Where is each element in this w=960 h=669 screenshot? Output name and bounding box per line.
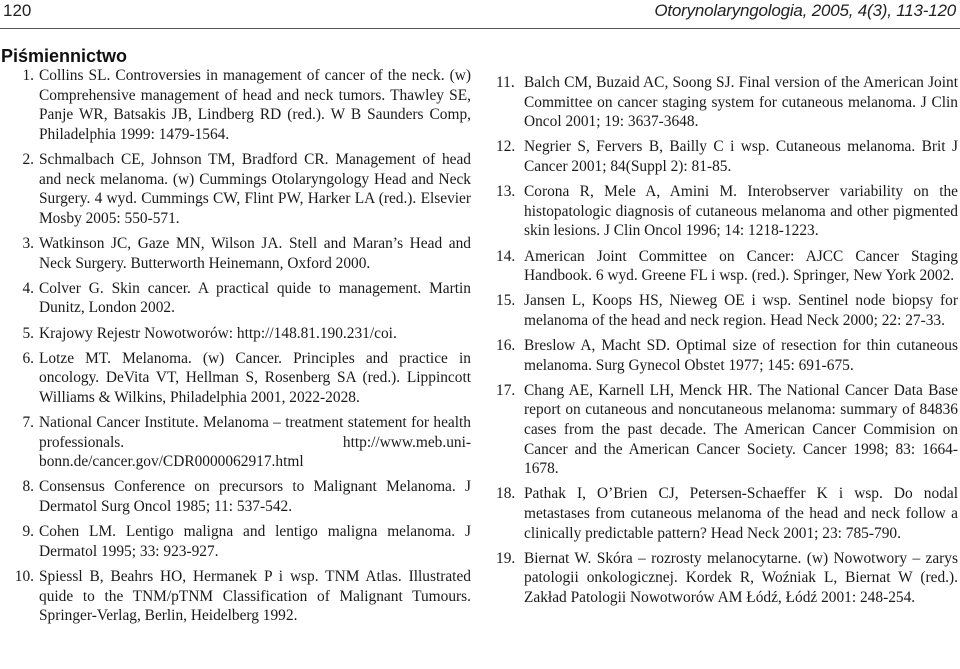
- reference-number: 17.: [496, 381, 516, 399]
- reference-text: Colver G. Skin cancer. A practical quide to management. Martin Dunitz, London 2002.: [39, 279, 471, 317]
- reference-text: Schmalbach CE, Johnson TM, Bradford CR. Management of head and neck melanoma. (w) Cummings Otolaryngology Head and Neck Surgery. 4 wyd. Cummings CW, Flint PW, Harker LA (red.). Elsevier Mosby 2005: 550-571.: [39, 150, 471, 227]
- reference-number: 15.: [496, 292, 516, 310]
- reference-number: 6.: [22, 349, 34, 367]
- reference-number: 4.: [22, 279, 34, 297]
- reference-text: Corona R, Mele A, Amini M. Interobserver variability on the histopatologic diagnosis of cutaneous melanoma and other pigmented skin lesions. J Clin Oncol 1996; 14: 1218-1223.: [524, 183, 958, 240]
- reference-text: Negrier S, Fervers B, Bailly C i wsp. Cutaneous melanoma. Brit J Cancer 2001; 84(Suppl 2): 81-85.: [524, 138, 958, 175]
- reference-number: 8.: [22, 478, 34, 496]
- reference-item: [9, 150, 471, 228]
- page-number: 120: [3, 1, 32, 20]
- reference-item: [496, 336, 958, 375]
- reference-number: 11.: [496, 74, 515, 91]
- reference-text: American Joint Committee on Cancer: AJCC Cancer Staging Handbook. 6 wyd. Greene FL i wsp. (red.). Springer, New York 2002.: [524, 247, 958, 285]
- reference-number: 18.: [496, 485, 516, 503]
- reference-text: Spiessl B, Beahrs HO, Hermanek P i wsp. TNM Atlas. Illustrated quide to the TNM/pTNM Classification of Malignant Tumours. Springer-Verlag, Berlin, Heidelberg 1992.: [39, 568, 471, 625]
- reference-text: Balch CM, Buzaid AC, Soong SJ. Final version of the American Joint Committee on cancer staging system for cutaneous melanoma. J Clin Oncol 2001; 19: 3637-3648.: [524, 74, 958, 131]
- reference-text: Breslow A, Macht SD. Optimal size of resection for thin cutaneous melanoma. Surg Gynecol Obstet 1977; 145: 691-675.: [524, 337, 958, 374]
- reference-item: [496, 247, 958, 286]
- reference-item: [496, 484, 958, 543]
- reference-number: 13.: [496, 183, 516, 201]
- reference-item: [9, 324, 471, 344]
- reference-number: 12.: [496, 138, 516, 156]
- reference-item: [9, 477, 471, 516]
- reference-item: [9, 279, 471, 318]
- reference-text: Krajowy Rejestr Nowotworów: http://148.81.190.231/coi.: [39, 324, 397, 342]
- references-right-column: [496, 73, 958, 613]
- reference-number: 2.: [22, 150, 34, 168]
- reference-number: 16.: [496, 337, 516, 355]
- reference-item: [9, 234, 471, 273]
- reference-item: [9, 522, 471, 561]
- reference-number: 9.: [22, 523, 34, 541]
- reference-number: 14.: [496, 247, 516, 265]
- reference-item: [9, 66, 471, 144]
- reference-item: [496, 137, 958, 176]
- reference-item: [496, 291, 958, 330]
- reference-text: Chang AE, Karnell LH, Menck HR. The National Cancer Data Base report on cutaneous and noncutaneous melanoma: summary of 84836 cases from the past decade. The American Cancer Commision on Cancer and the American Cancer Society. Cancer 1998; 83: 1664-1678.: [524, 381, 958, 478]
- reference-item: [496, 549, 958, 608]
- reference-item: [9, 567, 471, 626]
- reference-number: 19.: [496, 549, 516, 567]
- reference-number: 3.: [22, 234, 34, 252]
- reference-item: [496, 381, 958, 479]
- reference-text: Lotze MT. Melanoma. (w) Cancer. Principles and practice in oncology. DeVita VT, Hellman S, Rosenberg SA (red.). Lippincott Williams & Wilkins, Philadelphia 2001, 2022-2028.: [39, 349, 471, 406]
- reference-text: Pathak I, O’Brien CJ, Petersen-Schaeffer K i wsp. Do nodal metastases from cutaneous melanoma of the head and neck follow a clinically predictable pattern? Head Neck 2001; 23: 785-790.: [524, 485, 958, 542]
- reference-item: [496, 73, 958, 132]
- reference-number: 10.: [14, 568, 34, 585]
- references-left-column: [9, 66, 471, 631]
- journal-citation: Otorynolaryngologia, 2005, 4(3), 113-120: [654, 1, 956, 20]
- reference-number: 5.: [22, 324, 34, 342]
- page-header: [0, 0, 960, 26]
- reference-text: Cohen LM. Lentigo maligna and lentigo maligna melanoma. J Dermatol 1995; 33: 923-927.: [39, 523, 471, 560]
- section-title: Piśmiennictwo: [1, 46, 128, 66]
- reference-text: Biernat W. Skóra – rozrosty melanocytarne. (w) Nowotwory – zarys patologii onkologicznej. Kordek R, Woźniak L, Biernat W (red.). Zakład Patologii Nowotworów AM Łódź, Łódź 2001: 248-254.: [524, 549, 958, 606]
- reference-text: Collins SL. Controversies in management of cancer of the neck. (w) Comprehensive management of head and neck tumors. Thawley SE, Panje WR, Batsakis JB, Lindberg RD (red.). W B Saunders Comp, Philadelphia 1999: 1479-1564.: [39, 67, 471, 143]
- reference-text: Consensus Conference on precursors to Malignant Melanoma. J Dermatol Surg Oncol 1985; 11: 537-542.: [39, 478, 471, 516]
- reference-item: [9, 413, 471, 472]
- reference-item: [496, 182, 958, 241]
- reference-number: 7.: [22, 414, 34, 432]
- header-divider: [0, 28, 960, 29]
- reference-item: [9, 349, 471, 408]
- reference-number: 1.: [22, 67, 34, 84]
- reference-text: Jansen L, Koops HS, Nieweg OE i wsp. Sentinel node biopsy for melanoma of the head and neck region. Head Neck 2000; 22: 27-33.: [524, 292, 958, 329]
- reference-text: Watkinson JC, Gaze MN, Wilson JA. Stell and Maran’s Head and Neck Surgery. Butterworth Heinemann, Oxford 2000.: [39, 234, 471, 272]
- reference-text: National Cancer Institute. Melanoma – treatment statement for health professionals. http://www.meb.uni-bonn.de/cancer.gov/CDR0000062917.html: [39, 414, 471, 471]
